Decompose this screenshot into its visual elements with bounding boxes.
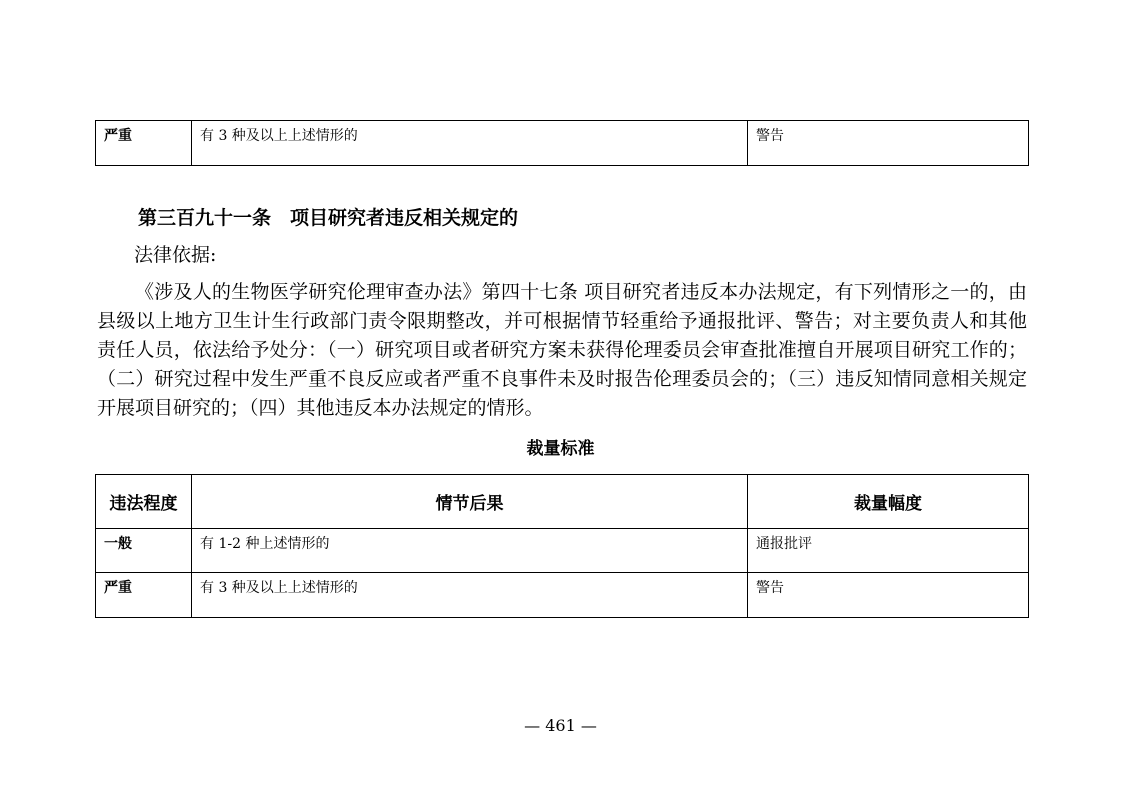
circumstance-cell: 有 1-2 种上述情形的: [192, 529, 748, 573]
circumstance-cell: 有 3 种及以上上述情形的: [192, 573, 748, 618]
header-penalty: 裁量幅度: [748, 475, 1029, 529]
top-penalty-table: [95, 120, 1029, 166]
standards-heading: 裁量标准: [526, 439, 595, 459]
legal-basis-text: 《涉及人的生物医学研究伦理审查办法》第四十七条 项目研究者违反本办法规定，有下列情形之一的，由县级以上地方卫生计生行政部门责令限期整改，并可根据情节轻重给予通报批评、警告；对主要负责人和其他责任人员，依法给予处分：（一）研究项目或者研究方案未获得伦理委员会审查批准擅自开展项目研究工作的；（二）研究过程中发生严重不良反应或者严重不良事件未及时报告伦理委员会的；（三）违反知情同意相关规定开展项目研究的；（四）其他违反本办法规定的情形。: [97, 281, 1027, 419]
header-circumstance: 情节后果: [192, 475, 748, 529]
penalty-cell: 警告: [748, 121, 1029, 166]
circumstance-cell: 有 3 种及以上上述情形的: [192, 121, 748, 166]
page-number: — 461 —: [524, 716, 597, 735]
table-row: [96, 121, 1029, 166]
table-row: [96, 529, 1029, 573]
level-cell: 严重: [96, 573, 192, 618]
legal-basis-label: 法律依据:: [134, 244, 217, 266]
level-cell: 一般: [96, 529, 192, 573]
article-title: 第三百九十一条 项目研究者违反相关规定的: [138, 207, 519, 229]
penalty-cell: 通报批评: [748, 529, 1029, 573]
level-cell: 严重: [96, 121, 192, 166]
header-level: 违法程度: [96, 475, 192, 529]
standards-table: [95, 474, 1029, 618]
penalty-cell: 警告: [748, 573, 1029, 618]
table-header-row: [96, 475, 1029, 529]
table-row: [96, 573, 1029, 618]
